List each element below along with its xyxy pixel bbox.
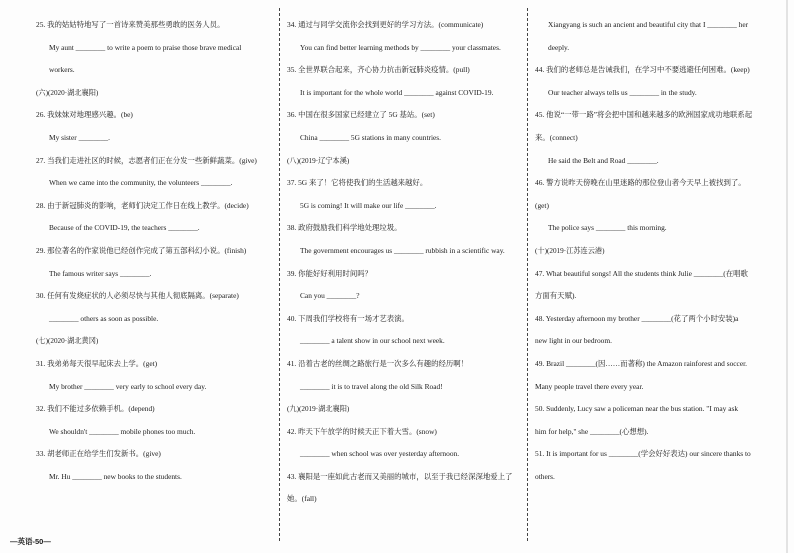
answer-line: We shouldn't ________ mobile phones too much. <box>49 426 196 436</box>
question-line: 40. 下周我们学校将有一场才艺表演。 <box>287 313 409 323</box>
answer-line: He said the Belt and Road ________. <box>548 155 659 165</box>
question-line: 来。(connect) <box>535 132 578 142</box>
question-line: him for help," she ________(心想想). <box>535 426 649 436</box>
question-line: 28. 由于新冠肺炎的影响，老师们决定工作日在线上教学。(decide) <box>36 200 249 210</box>
answer-line: Because of the COVID-19, the teachers ________. <box>49 223 200 233</box>
section-heading: (十)(2019·江苏连云港) <box>535 246 605 255</box>
question-line: 43. 襄阳是一座如此古老而又美丽的城市，以至于我已经深深地爱上了 <box>287 471 513 481</box>
section-heading: (八)(2019·辽宁本溪) <box>287 156 350 165</box>
question-line: 26. 我妹妹对地理感兴趣。(be) <box>36 110 133 120</box>
question-line: 36. 中国在很多国家已经建立了 5G 基站。(set) <box>287 110 435 120</box>
column-2 <box>279 18 526 531</box>
answer-line: Our teacher always tells us ________ in the study. <box>548 87 697 97</box>
column-1 <box>28 18 278 531</box>
question-line: 38. 政府鼓励我们科学地处理垃圾。 <box>287 223 402 233</box>
section-heading: (九)(2019·湖北襄阳) <box>287 405 350 414</box>
question-line: 35. 全世界联合起来，齐心协力抗击新冠肺炎疫情。(pull) <box>287 65 470 75</box>
question-line: Many people travel there every year. <box>535 381 644 391</box>
answer-line: It is important for the whole world ________ against COVID-19. <box>300 87 494 97</box>
question-line: 30. 任何有发烧症状的人必须尽快与其他人彻底隔离。(separate) <box>36 291 239 301</box>
question-line: 45. 他说“一带一路”将会把中国和越来越多的欧洲国家成功地联系起 <box>535 110 753 120</box>
question-line: 32. 我们不能过多依赖手机。(depend) <box>36 404 155 414</box>
answer-line: China ________ 5G stations in many countries. <box>300 132 442 142</box>
question-line: 48. Yesterday afternoon my brother ________(花了两个小时安装)a <box>535 313 739 323</box>
question-line: (get) <box>535 200 549 210</box>
question-line: 41. 沿着古老的丝绸之路旅行是一次多么有趣的经历啊！ <box>287 358 469 368</box>
scan-edge <box>786 0 788 553</box>
answer-line: Mr. Hu ________ new books to the students. <box>49 471 182 481</box>
answer-line: The government encourages us ________ rubbish in a scientific way. <box>300 245 505 255</box>
question-line: 她。(fall) <box>287 494 317 504</box>
column-3 <box>527 18 772 531</box>
question-line: 37. 5G 来了！它将使我们的生活越来越好。 <box>287 178 428 188</box>
question-line: 29. 那位著名的作家说他已经创作完成了第五部科幻小说。(finish) <box>36 245 247 255</box>
question-line: new light in our bedroom. <box>535 336 612 346</box>
question-line: others. <box>535 471 555 481</box>
question-line: 47. What beautiful songs! All the students think Julie ________(在唱歌 <box>535 268 748 278</box>
answer-line: The police says ________ this morning. <box>548 223 667 233</box>
answer-line: The famous writer says ________. <box>49 268 152 278</box>
page-number: —英语-50— <box>10 537 51 546</box>
question-line: 34. 通过与同学交流你会找到更好的学习方法。(communicate) <box>287 20 484 29</box>
answer-line: ________ a talent show in our school next week. <box>300 336 445 346</box>
answer-line: 5G is coming! It will make our life ________. <box>300 200 437 210</box>
answer-line: Xiangyang is such an ancient and beautiful city that I ________ her <box>548 20 749 29</box>
answer-line: ________ others as soon as possible. <box>49 313 159 323</box>
question-line: 42. 昨天下午放学的时候天正下着大雪。(snow) <box>287 426 437 436</box>
question-line: 27. 当我们走进社区的时候，志愿者们正在分发一些新鲜蔬菜。(give) <box>36 155 257 165</box>
question-line: 25. 我的姑姑特地写了一首诗来赞美那些勇敢的医务人员。 <box>36 20 225 29</box>
answer-line: You can find better learning methods by ________ your classmates. <box>300 42 501 52</box>
answer-line: ________ it is to travel along the old Silk Road! <box>300 381 443 391</box>
answer-line: My brother ________ very early to school every day. <box>49 381 207 391</box>
question-line: 49. Brazil ________(因……而著称) the Amazon rainforest and soccer. <box>535 358 748 368</box>
answer-line: My aunt ________ to write a poem to praise those brave medical <box>49 42 242 52</box>
answer-line: deeply. <box>548 42 570 52</box>
section-heading: (七)(2020·湖北黄冈) <box>36 337 99 346</box>
question-line: 44. 我们的老师总是告诫我们，在学习中不要逃避任何困难。(keep) <box>535 65 750 75</box>
question-line: 39. 你能好好利用时间吗？ <box>287 268 372 278</box>
answer-line: My sister ________. <box>49 132 110 142</box>
question-line: 方面有天赋). <box>535 291 577 301</box>
answer-line: workers. <box>49 65 75 75</box>
question-line: 50. Suddenly, Lucy saw a policeman near the bus station. "I may ask <box>535 404 739 414</box>
answer-line: When we came into the community, the volunteers ________. <box>49 178 233 188</box>
question-line: 46. 警方说昨天傍晚在山里迷路的那位登山者今天早上被找到了。 <box>535 178 746 188</box>
answer-line: ________ when school was over yesterday afternoon. <box>300 449 460 459</box>
question-line: 31. 我弟弟每天很早起床去上学。(get) <box>36 358 158 368</box>
section-heading: (六)(2020·湖北襄阳) <box>36 88 99 97</box>
question-line: 51. It is important for us ________(学会好好表达) our sincere thanks to <box>535 449 751 459</box>
question-line: 33. 胡老师正在给学生们发新书。(give) <box>36 449 161 459</box>
answer-line: Can you ________? <box>300 291 360 301</box>
